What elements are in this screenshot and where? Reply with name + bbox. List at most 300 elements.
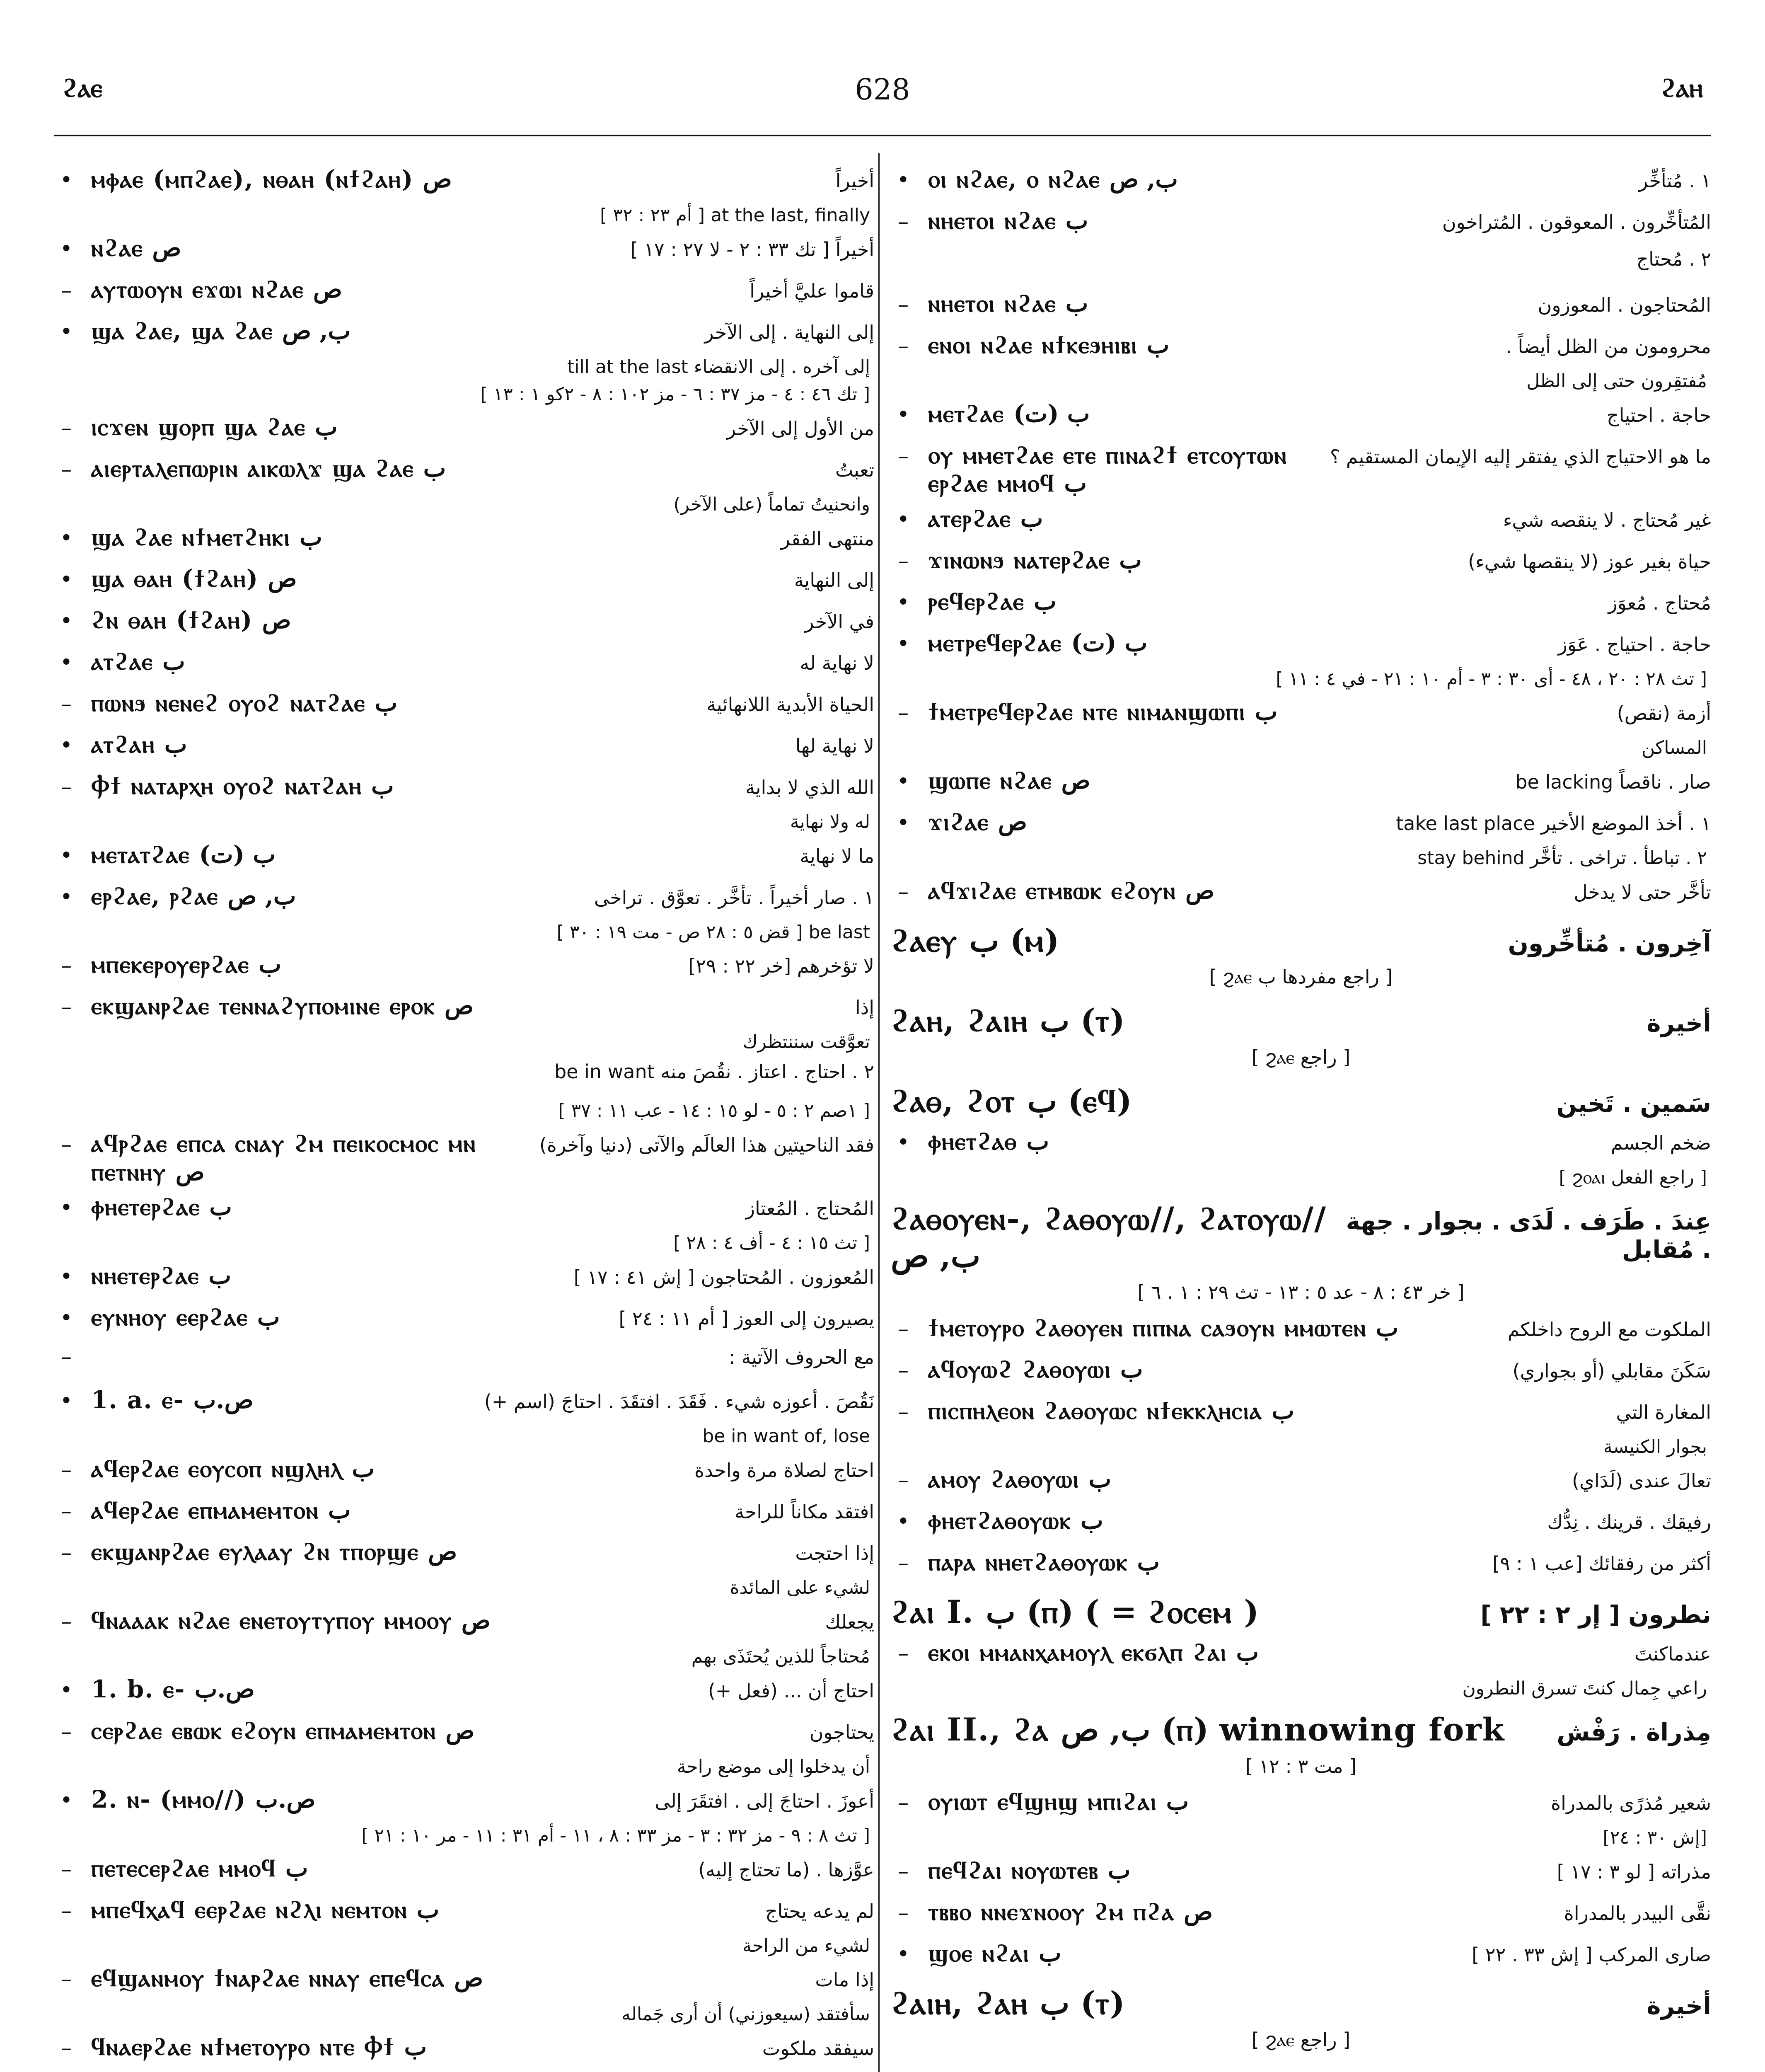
entry-line (54, 1713, 874, 1755)
dictionary-entry (891, 804, 1711, 873)
bullet-mark: • (60, 1788, 73, 1813)
arabic-gloss: تعالَ عندى (لَدَاي) (1572, 1469, 1711, 1492)
arabic-gloss: لا نهاية له (800, 651, 874, 674)
dictionary-entry (54, 230, 874, 272)
arabic-gloss: ١ . أخذ الموضع الأخير take last place (1396, 812, 1711, 835)
gloss-continuation: له ولا نهاية (790, 811, 870, 833)
bullet-mark: – (898, 879, 909, 904)
arabic-gloss: افتقد مكاناً للراحة (735, 1500, 874, 1523)
dictionary-entry (54, 988, 874, 1057)
arabic-gloss: عندماكنتَ (1634, 1643, 1711, 1665)
dictionary-entry (54, 1493, 874, 1534)
coptic-term: ⲁϥⲉⲣϩⲁⲉ ⲉⲡⲙⲁⲙⲉⲙⲧⲟⲛ ب (91, 1496, 351, 1524)
coptic-term: ⲉⲕϣⲁⲛⲣϩⲁⲉ ⲧⲉⲛⲛⲁϩⲩⲡⲟⲙⲓⲛⲉ ⲉⲣⲟⲕ ص (91, 992, 474, 1020)
entry-line (54, 1258, 874, 1300)
arabic-gloss: المُحتاج . المُعتاز (745, 1197, 874, 1220)
gloss-continuation: لشيء على المائدة (730, 1577, 870, 1598)
entry-line (891, 1462, 1711, 1503)
dictionary-entry (891, 694, 1711, 763)
dictionary-entry (891, 286, 1711, 327)
coptic-term: ϫⲓⲛⲱⲛϧ ⲛⲁⲧⲉⲣϩⲁⲉ ب (928, 545, 1142, 574)
entry-line (891, 873, 1711, 915)
dictionary-entry (891, 1393, 1711, 1462)
bullet-mark: • (60, 1264, 73, 1290)
arabic-gloss: يصيرون إلى العوز [ أم ١١ : ٢٤ ] (619, 1307, 874, 1330)
arabic-gloss: احتاج لصلاة مرة واحدة (694, 1459, 874, 1481)
dictionary-entry (891, 438, 1711, 501)
headword: ϩⲁⲓ II., ϩⲁ ب, ص (ⲡ) winnowing fork (891, 1711, 1505, 1748)
dictionary-entry (891, 1503, 1711, 1544)
headword-line (891, 1704, 1711, 1752)
dictionary-entry (54, 685, 874, 727)
dictionary-entry (54, 313, 874, 409)
bullet-mark: – (61, 953, 72, 978)
page-header (0, 0, 1765, 157)
bullet-mark: – (898, 548, 909, 574)
arabic-gloss: سَكَنَ مقابلي (أو بجواري) (1512, 1359, 1711, 1382)
entry-line (54, 1057, 874, 1099)
arabic-gloss: مذراته [ لو ٣ : ١٧ ] (1557, 1860, 1711, 1883)
coptic-term: ⲡⲁⲣⲁ ⲛⲏⲉⲧϩⲁⲑⲟⲩⲱⲕ ب (928, 1548, 1160, 1576)
entry-line (891, 1894, 1711, 1936)
bullet-mark: • (897, 769, 910, 794)
arabic-gloss: لم يدعه يحتاج (765, 1900, 874, 1922)
bullet-mark: • (897, 590, 910, 615)
bullet-mark: – (61, 1457, 72, 1482)
arabic-gloss: إذا احتجت (795, 1542, 874, 1564)
dictionary-entry (891, 1853, 1711, 1894)
dictionary-entry (54, 947, 874, 988)
entry-line (54, 409, 874, 451)
entry-line (891, 1352, 1711, 1393)
dictionary-entry (54, 520, 874, 561)
entry-line (54, 1603, 874, 1644)
coptic-term: ⲉⲣϩⲁⲉ, ⲣϩⲁⲉ ب, ص (91, 881, 296, 910)
coptic-term: ⲁⲙⲟⲩ ϩⲁⲑⲟⲩⲱⲓ ب (928, 1465, 1112, 1493)
arabic-gloss: ضخم الجسم (1610, 1132, 1711, 1155)
bullet-mark: • (60, 843, 73, 868)
headword-arabic: سَمين . تَخين (1556, 1089, 1711, 1118)
dictionary-entry (54, 879, 874, 947)
arabic-gloss: ٢ . مُحتاج (1636, 248, 1711, 270)
entry-line (54, 1851, 874, 1892)
arabic-gloss: مُحتاج . مُعوَز (1608, 591, 1711, 614)
dictionary-entry (891, 625, 1711, 694)
reference-line: [ تك ٤٦ : ٤ - مز ٣٧ : ٦ - مز ١٠٢ : ٨ - ٢كو ١ : ١٣ ] (480, 383, 870, 405)
headword: ϩⲁⲏ, ϩⲁⲓⲏ ب (ⲧ) (891, 1002, 1125, 1039)
entry-line (54, 1341, 874, 1382)
arabic-gloss: إلى النهاية (794, 569, 874, 591)
entry-line (891, 763, 1711, 804)
entry-line (891, 1635, 1711, 1676)
entry-line (891, 694, 1711, 736)
coptic-term: ⲟⲓ ⲛϩⲁⲉ, ⲟ ⲛϩⲁⲉ ب, ص (928, 165, 1178, 193)
coptic-term: ⲟⲩ ⲙⲙⲉⲧϩⲁⲉ ⲉⲧⲉ ⲡⲓⲛⲁϩϯ ⲉⲧⲥⲟⲩⲧⲱⲛ ⲉⲣϩⲁⲉ ⲙⲙⲟϥ ب (928, 441, 1287, 498)
gloss-continuation: [ تث ١٥ : ٤ - أف ٤ : ٢٨ ] (673, 1232, 870, 1254)
bullet-mark: • (60, 1306, 73, 1331)
dictionary-entry (54, 1961, 874, 2029)
gloss-continuation: بجوار الكنيسة (1603, 1436, 1707, 1457)
bullet-mark: – (898, 209, 909, 234)
bullet-mark: – (898, 292, 909, 317)
gloss-continuation: مُفتقِرون حتى إلى الظل (1526, 370, 1707, 392)
coptic-term: ⲓⲥϫⲉⲛ ϣⲟⲣⲡ ϣⲁ ϩⲁⲉ ب (91, 412, 338, 441)
coptic-term: ⲡⲉϥϩⲁⲓ ⲛⲟⲩⲱⲧⲉⲃ ب (928, 1856, 1131, 1884)
dictionary-headword-entry (891, 1075, 1711, 1124)
entry-line (891, 625, 1711, 667)
arabic-gloss: أخيراً (835, 169, 874, 192)
headword: ϩⲁⲉⲩ ب (ⲙ) (891, 922, 1059, 959)
bullet-mark: • (60, 525, 73, 551)
bullet-mark: – (61, 278, 72, 303)
coptic-term: ⲛϩⲁⲉ ص (91, 233, 181, 262)
coptic-term: ϯⲙⲉⲧⲟⲩⲣⲟ ϩⲁⲑⲟⲩⲉⲛ ⲡⲓⲡⲛⲁ ⲥⲁϧⲟⲩⲛ ⲙⲙⲱⲧⲉⲛ ب (928, 1313, 1399, 1342)
coptic-term: ⲁⲓⲉⲣⲧⲁⲗⲉⲡⲱⲣⲓⲛ ⲁⲓⲕⲱⲗϫ ϣⲁ ϩⲁⲉ ب (91, 454, 446, 482)
coptic-term: ⲫⲏⲉⲧϩⲁⲑ ب (928, 1127, 1049, 1156)
bullet-mark: – (61, 1857, 72, 1882)
arabic-gloss: قاموا عليَّ أخيراً (750, 279, 874, 302)
dictionary-entry (54, 162, 874, 230)
entry-line (891, 327, 1711, 369)
headword: ϩⲁⲓ I. ب (ⲡ) ( = ϩⲟⲥⲉⲙ ) (891, 1593, 1259, 1631)
dictionary-entry (891, 501, 1711, 542)
arabic-gloss: يحتاجون (809, 1721, 874, 1743)
arabic-gloss: نَقُصَ . أعوزه شيء . فَقَدَ . افتقَدَ . احتاجَ (اسم +) (484, 1390, 874, 1413)
bullet-mark: • (60, 733, 73, 758)
bullet-mark: – (61, 415, 72, 441)
arabic-gloss: إلى النهاية . إلى الآخر (704, 321, 874, 344)
dictionary-entry (54, 272, 874, 313)
arabic-gloss: المغارة التي (1616, 1401, 1711, 1423)
dictionary-entry (54, 1341, 874, 1382)
bullet-mark: • (897, 1509, 910, 1535)
entry-line (54, 1782, 874, 1823)
entry-line (54, 879, 874, 920)
dictionary-entry (54, 1892, 874, 1961)
coptic-term: ⲫⲏⲉⲧⲉⲣϩⲁⲉ ب (91, 1193, 232, 1221)
bullet-mark: – (61, 1344, 72, 1370)
arabic-gloss: المُعوزون . المُحتاجون [ إش ٤١ : ١٧ ] (573, 1266, 874, 1289)
entry-line (54, 1382, 874, 1424)
dictionary-entry (54, 1672, 874, 1713)
arabic-gloss: أزمة (نقص) (1617, 702, 1711, 724)
headword-arabic: أخيرة (1647, 1009, 1711, 1038)
dictionary-entry (54, 644, 874, 685)
gloss-continuation: [ ١صم ٢ : ٥ - لو ١٥ : ١٤ - عب ١١ : ٣٧ ] (558, 1100, 870, 1122)
dictionary-headword-entry (891, 1586, 1711, 1635)
bullet-mark: • (60, 168, 73, 193)
entry-line (54, 947, 874, 988)
dictionary-entry (54, 409, 874, 451)
entry-line (54, 272, 874, 313)
entry-line (54, 988, 874, 1030)
headword: ϩⲁⲓⲏ, ϩⲁⲏ ب (ⲧ) (891, 1984, 1125, 2021)
bullet-mark: – (61, 2036, 72, 2061)
entry-line (54, 603, 874, 644)
reference-line: at the last, finally [ أم ٢٣ : ٣٢ ] (600, 205, 870, 226)
entry-line (54, 1451, 874, 1493)
arabic-gloss: صارى المركب [ إش ٣٣ . ٢٢ ] (1472, 1943, 1711, 1966)
dictionary-entry (54, 1851, 874, 1892)
entry-line (891, 1853, 1711, 1894)
entry-line (54, 644, 874, 685)
dictionary-entry (54, 1300, 874, 1341)
coptic-term: ⲙⲉⲧⲣⲉϥⲉⲣϩⲁⲉ ب (ت) (928, 628, 1148, 657)
coptic-term: ⲉⲕⲟⲓ ⲙⲙⲁⲛⲭⲁⲙⲟⲩⲗ ⲉⲕϭⲗⲡ ϩⲁⲓ ب (928, 1638, 1259, 1667)
entry-line (54, 451, 874, 492)
bullet-mark: – (61, 691, 72, 716)
bullet-mark: • (60, 608, 73, 634)
gloss-continuation: سأفتقد (سيعوزني) أن أرى جَماله (621, 2004, 870, 2025)
arabic-gloss: غير مُحتاج . لا ينقصه شيء (1503, 508, 1711, 531)
bullet-mark: • (60, 319, 73, 344)
arabic-gloss: حياة بغير عوز (لا ينقصها شيء) (1468, 550, 1711, 573)
dictionary-entry (54, 837, 874, 879)
headword-arabic: نطرون [ إر ٢ : ٢٢ ] (1480, 1600, 1711, 1629)
bullet-mark: • (60, 1389, 73, 1414)
bullet-mark: – (61, 1609, 72, 1634)
dictionary-entry (891, 1310, 1711, 1352)
arabic-gloss: الملكوت مع الروح داخلكم (1507, 1318, 1711, 1341)
gloss-continuation: تعوَّقت سننتظرك (742, 1031, 870, 1053)
headword-line (891, 1977, 1711, 2026)
arabic-gloss: ١ . صار أخيراً . تأخَّر . تعوَّق . تراخى (594, 886, 874, 909)
dictionary-entry (891, 1352, 1711, 1393)
left-column (54, 162, 874, 2072)
headword-line (891, 1193, 1711, 1278)
coptic-term: ⲁⲧⲉⲣϩⲁⲉ ب (928, 504, 1043, 533)
arabic-gloss: ما هو الاحتياج الذي يفتقر إليه الإيمان المستقيم ؟ (1330, 445, 1711, 468)
gloss-continuation: ٢ . تباطأ . تراخى . تأخَّر stay behind (1417, 847, 1707, 869)
dictionary-entry (891, 1784, 1711, 1853)
arabic-gloss: المُحتاجون . المعوزون (1538, 294, 1711, 316)
arabic-gloss: فقد الناحيتين هذا العالَم والآتى (دنيا وآخرة) (539, 1134, 874, 1157)
entry-line (891, 162, 1711, 203)
arabic-gloss: في الآخر (805, 610, 874, 633)
arabic-gloss: الحياة الأبدية اللانهائية (706, 693, 874, 716)
dictionary-entry (54, 727, 874, 768)
bullet-mark: – (898, 1551, 909, 1576)
coptic-term: ⲣⲉϥⲉⲣϩⲁⲉ ب (928, 587, 1057, 615)
headword-arabic: مِذراة . رَفْش (1557, 1718, 1711, 1747)
entry-line (54, 2029, 874, 2071)
bullet-mark: – (898, 700, 909, 725)
coptic-term: ⲙⲉⲧⲁⲧϩⲁⲉ ب (ت) (91, 840, 276, 869)
cross-reference: [ راجع ϩⲁⲉ ] (1251, 2028, 1351, 2051)
dictionary-headword-entry (891, 995, 1711, 1075)
entry-line (891, 396, 1711, 438)
coptic-term: 1. a. ⲉ- ص.ب (91, 1386, 254, 1414)
entry-line (891, 1784, 1711, 1825)
gloss-continuation: be last [ قض ٥ : ٢٨ ص - مت ١٩ : ٣٠ ] (556, 921, 870, 943)
coptic-term: ϯⲙⲉⲧⲣⲉϥⲉⲣϩⲁⲉ ⲛⲧⲉ ⲛⲓⲙⲁⲛϣⲱⲡⲓ ب (928, 697, 1278, 726)
headword-arabic: أخيرة (1647, 1991, 1711, 2020)
coptic-term: ⲉⲩⲛⲏⲟⲩ ⲉⲉⲣϩⲁⲉ ب (91, 1303, 280, 1331)
bullet-mark: – (898, 1316, 909, 1341)
bullet-mark: – (898, 1399, 909, 1424)
arabic-gloss: ١ . مُتأخِّر (1639, 169, 1711, 192)
arabic-gloss: احتاج أن ... (فعل +) (708, 1679, 874, 1702)
coptic-term: ⲥⲉⲣϩⲁⲉ ⲉⲃⲱⲕ ⲉϩⲟⲩⲛ ⲉⲡⲙⲁⲙⲉⲙⲧⲟⲛ ص (91, 1716, 475, 1745)
entry-line (54, 313, 874, 355)
headword-arabic: عِندَ . طَرَف . لَدَى . بجوار . جهة . مُقابل (1346, 1207, 1711, 1264)
header-rule (54, 135, 1711, 136)
gloss-continuation: [ تث ٢٨ : ٢٠ ، ٤٨ - أى ٣٠ : ٣ - أم ١٠ : ٢١ - في ٤ : ١١ ] (1276, 668, 1707, 690)
gloss-continuation: [ راجع الفعل ϩⲟⲁⲓ ] (1559, 1167, 1707, 1188)
entry-line (891, 438, 1711, 501)
coptic-term: ϥⲛⲁⲉⲣϩⲁⲉ ⲛϯⲙⲉⲧⲟⲩⲣⲟ ⲛⲧⲉ Ⲫϯ ب (91, 2033, 427, 2061)
entry-line (891, 1310, 1711, 1352)
entry-line (54, 768, 874, 810)
dictionary-entry (891, 1936, 1711, 1977)
entry-line (891, 1936, 1711, 1977)
coptic-term: ϫⲓϩⲁⲉ ص (928, 807, 1028, 836)
dictionary-entry (891, 763, 1711, 804)
entry-line (54, 520, 874, 561)
dictionary-entry (54, 1603, 874, 1672)
headword-line (891, 1586, 1711, 1635)
cross-reference: [ مت ٣ : ١٢ ] (1245, 1755, 1357, 1777)
column-divider (878, 153, 880, 2072)
cross-reference: [ راجع ϩⲁⲉ ] (1251, 1046, 1351, 1069)
entry-line (54, 837, 874, 879)
bullet-mark: • (897, 1130, 910, 1155)
coptic-term: ϥⲛⲁⲁⲁⲕ ⲛϩⲁⲉ ⲉⲛⲉⲧⲟⲩⲧⲩⲡⲟⲩ ⲙⲙⲟⲟⲩ ص (91, 1606, 491, 1634)
bullet-mark: – (898, 1641, 909, 1666)
entry-line (891, 1503, 1711, 1544)
entry-line (54, 1672, 874, 1713)
entry-line (891, 1124, 1711, 1165)
gloss-continuation: وانحنيتُ تماماً (على الآخر) (673, 494, 870, 515)
bullet-mark: • (897, 168, 910, 193)
bullet-mark: • (60, 1196, 73, 1221)
bullet-mark: – (898, 1358, 909, 1383)
entry-line (891, 804, 1711, 846)
bullet-mark: • (60, 236, 73, 261)
entry-line (54, 1534, 874, 1576)
entry-line (891, 1544, 1711, 1586)
bullet-mark: • (897, 402, 910, 427)
coptic-term: ⲁϥⲟⲩⲱϩ ϩⲁⲑⲟⲩⲱⲓ ب (928, 1355, 1143, 1383)
dictionary-entry (891, 203, 1711, 244)
coptic-term: ⲙⲉⲧϩⲁⲉ ب (ت) (928, 399, 1090, 428)
gloss-continuation: [ تث ٨ : ٩ - مز ٣٢ : ٣ - مز ٣٣ : ٨ ، ١١ - أم ٣١ : ١١ - مر ١٠ : ٢١ ] (361, 1825, 870, 1846)
bullet-mark: – (898, 334, 909, 358)
bullet-mark: – (898, 1468, 909, 1493)
coptic-term: ⲡⲓⲥⲡⲏⲗⲉⲟⲛ ϩⲁⲑⲟⲩⲱⲥ ⲛϯⲉⲕⲕⲗⲏⲥⲓⲁ ب (928, 1396, 1294, 1425)
dictionary-headword-entry (891, 1704, 1711, 1784)
entry-line (54, 1300, 874, 1341)
dictionary-entry (891, 396, 1711, 438)
gloss-continuation: [إش ٣٠ : ٢٤] (1603, 1827, 1707, 1848)
gloss-continuation: أن يدخلوا إلى موضع راحة (677, 1756, 870, 1777)
coptic-term: ⲁⲩⲧⲱⲟⲩⲛ ⲉϫⲱⲓ ⲛϩⲁⲉ ص (91, 275, 342, 303)
dictionary-entry (891, 1544, 1711, 1586)
gloss-continuation: إلى آخره . إلى الانقضاء till at the last (567, 356, 870, 378)
cross-reference: [ راجع مفردها ب ϩⲁⲉ ] (1209, 966, 1393, 988)
coptic-term: ⲁϥϫⲓϩⲁⲉ ⲉⲧⲙⲃⲱⲕ ⲉϩⲟⲩⲛ ص (928, 876, 1215, 905)
entry-line (54, 561, 874, 603)
dictionary-entry (54, 1126, 874, 1189)
running-head-right: ϩⲁⲏ (1660, 73, 1703, 104)
dictionary-entry (54, 1057, 874, 1126)
headword: ϩⲁⲑ, ϩⲟⲧ ب (ⲉϥ) (891, 1082, 1132, 1120)
coptic-term: Ⲫϯ ⲛⲁⲧⲁⲣⲭⲏ ⲟⲩⲟϩ ⲛⲁⲧϩⲁⲏ ب (91, 771, 394, 800)
entry-line (891, 244, 1711, 286)
gloss-continuation: راعي جِمال كنتَ تسرق النطرون (1462, 1678, 1707, 1699)
arabic-gloss: منتهى الفقر (781, 527, 874, 550)
headword-line (891, 915, 1711, 963)
dictionary-entry (891, 542, 1711, 584)
coptic-term: 1. b. ⲉ- ص.ب (91, 1675, 255, 1703)
entry-line (54, 1961, 874, 2002)
arabic-gloss: تأخَّر حتى لا يدخل (1574, 881, 1711, 903)
coptic-term: ⲟⲩⲓⲱⲧ ⲉϥϣⲏϣ ⲙⲡⲓϩⲁⲓ ب (928, 1787, 1189, 1815)
headword: ϩⲁⲑⲟⲩⲉⲛ-, ϩⲁⲑⲟⲩⲱ//, ϩⲁⲧⲟⲩⲱ// ب, ص (891, 1200, 1327, 1274)
coptic-term: ⲁϥⲉⲣϩⲁⲉ ⲉⲟⲩⲥⲟⲡ ⲛϣⲗⲏⲗ ب (91, 1454, 375, 1483)
arabic-gloss: ٢ . احتاج . اعتاز . نقُصَ منه be in want (554, 1060, 874, 1083)
entry-line (54, 727, 874, 768)
coptic-term: ⲉⲕϣⲁⲛⲣϩⲁⲉ ⲉⲩⲗⲁⲁⲩ ϩⲛ ⲧⲡⲟⲣϣⲉ ص (91, 1537, 457, 1566)
bullet-mark: • (897, 1941, 910, 1967)
coptic-term: ⲁⲧϩⲁⲏ ب (91, 730, 187, 758)
dictionary-entry (891, 584, 1711, 625)
bullet-mark: – (898, 443, 909, 469)
coptic-term: ϣⲟⲉ ⲛϩⲁⲓ ب (928, 1939, 1061, 1967)
bullet-mark: – (61, 1498, 72, 1524)
bullet-mark: – (61, 995, 72, 1020)
gloss-continuation: لشيء من الراحة (742, 1935, 870, 1956)
arabic-gloss: المُتأخِّرون . المعوقون . المُتراخون (1442, 211, 1711, 233)
arabic-gloss: من الأول إلى الآخر (726, 417, 874, 440)
dictionary-entry (54, 561, 874, 603)
bullet-mark: – (61, 1132, 72, 1157)
arabic-gloss: حاجة . احتياج (1606, 404, 1711, 426)
arabic-gloss: رفيقك . قرينك . نِدُّك (1547, 1511, 1711, 1534)
arabic-gloss: ما لا نهاية (800, 845, 874, 867)
arabic-gloss: شعير مُذرًى بالمدراة (1551, 1791, 1711, 1814)
dictionary-headword-entry (891, 1193, 1711, 1310)
coptic-term: ⲙⲡⲉϥⲭⲁϥ ⲉⲉⲣϩⲁⲉ ⲛϩⲗⲓ ⲛⲉⲙⲧⲟⲛ ب (91, 1895, 440, 1924)
arabic-gloss: أكثر من رفقائك [عب ١ : ٩] (1492, 1552, 1711, 1575)
bullet-mark: – (61, 1898, 72, 1923)
entry-line (54, 1126, 874, 1189)
bullet-mark: – (61, 457, 72, 482)
gloss-continuation: مُحتاجاً للذين يُحتَذَى بهم (691, 1646, 870, 1667)
dictionary-entry (54, 603, 874, 644)
dictionary-headword-entry (891, 1977, 1711, 2057)
coptic-term: ϣⲁ ⲑⲁⲏ (ϯϩⲁⲏ) ص (91, 564, 297, 593)
arabic-gloss: إذا مات (815, 1968, 874, 1991)
coptic-term: ⲙⲡⲉⲕⲉⲣⲟⲩⲉⲣϩⲁⲉ ب (91, 950, 281, 979)
bullet-mark: • (897, 810, 910, 835)
headword-line (891, 995, 1711, 1043)
bullet-mark: • (897, 507, 910, 532)
coptic-term: ⲡⲱⲛϧ ⲛⲉⲛⲉϩ ⲟⲩⲟϩ ⲛⲁⲧϩⲁⲉ ب (91, 688, 398, 717)
dictionary-entry (54, 1189, 874, 1258)
coptic-term: ⲁⲧϩⲁⲉ ب (91, 647, 185, 675)
bullet-mark: • (60, 650, 73, 675)
dictionary-entry (891, 162, 1711, 203)
arabic-gloss: لا نهاية لها (795, 734, 874, 757)
dictionary-entry (54, 2029, 874, 2072)
dictionary-entry (54, 1534, 874, 1603)
coptic-term: ⲙⲫⲁⲉ (ⲙⲡϩⲁⲉ), ⲛⲑⲁⲏ (ⲛϯϩⲁⲏ) ص (91, 165, 452, 193)
dictionary-entry (54, 1782, 874, 1851)
bullet-mark: • (60, 884, 73, 910)
dictionary-headword-entry (891, 915, 1711, 995)
arabic-gloss: يجعلك (825, 1610, 874, 1633)
